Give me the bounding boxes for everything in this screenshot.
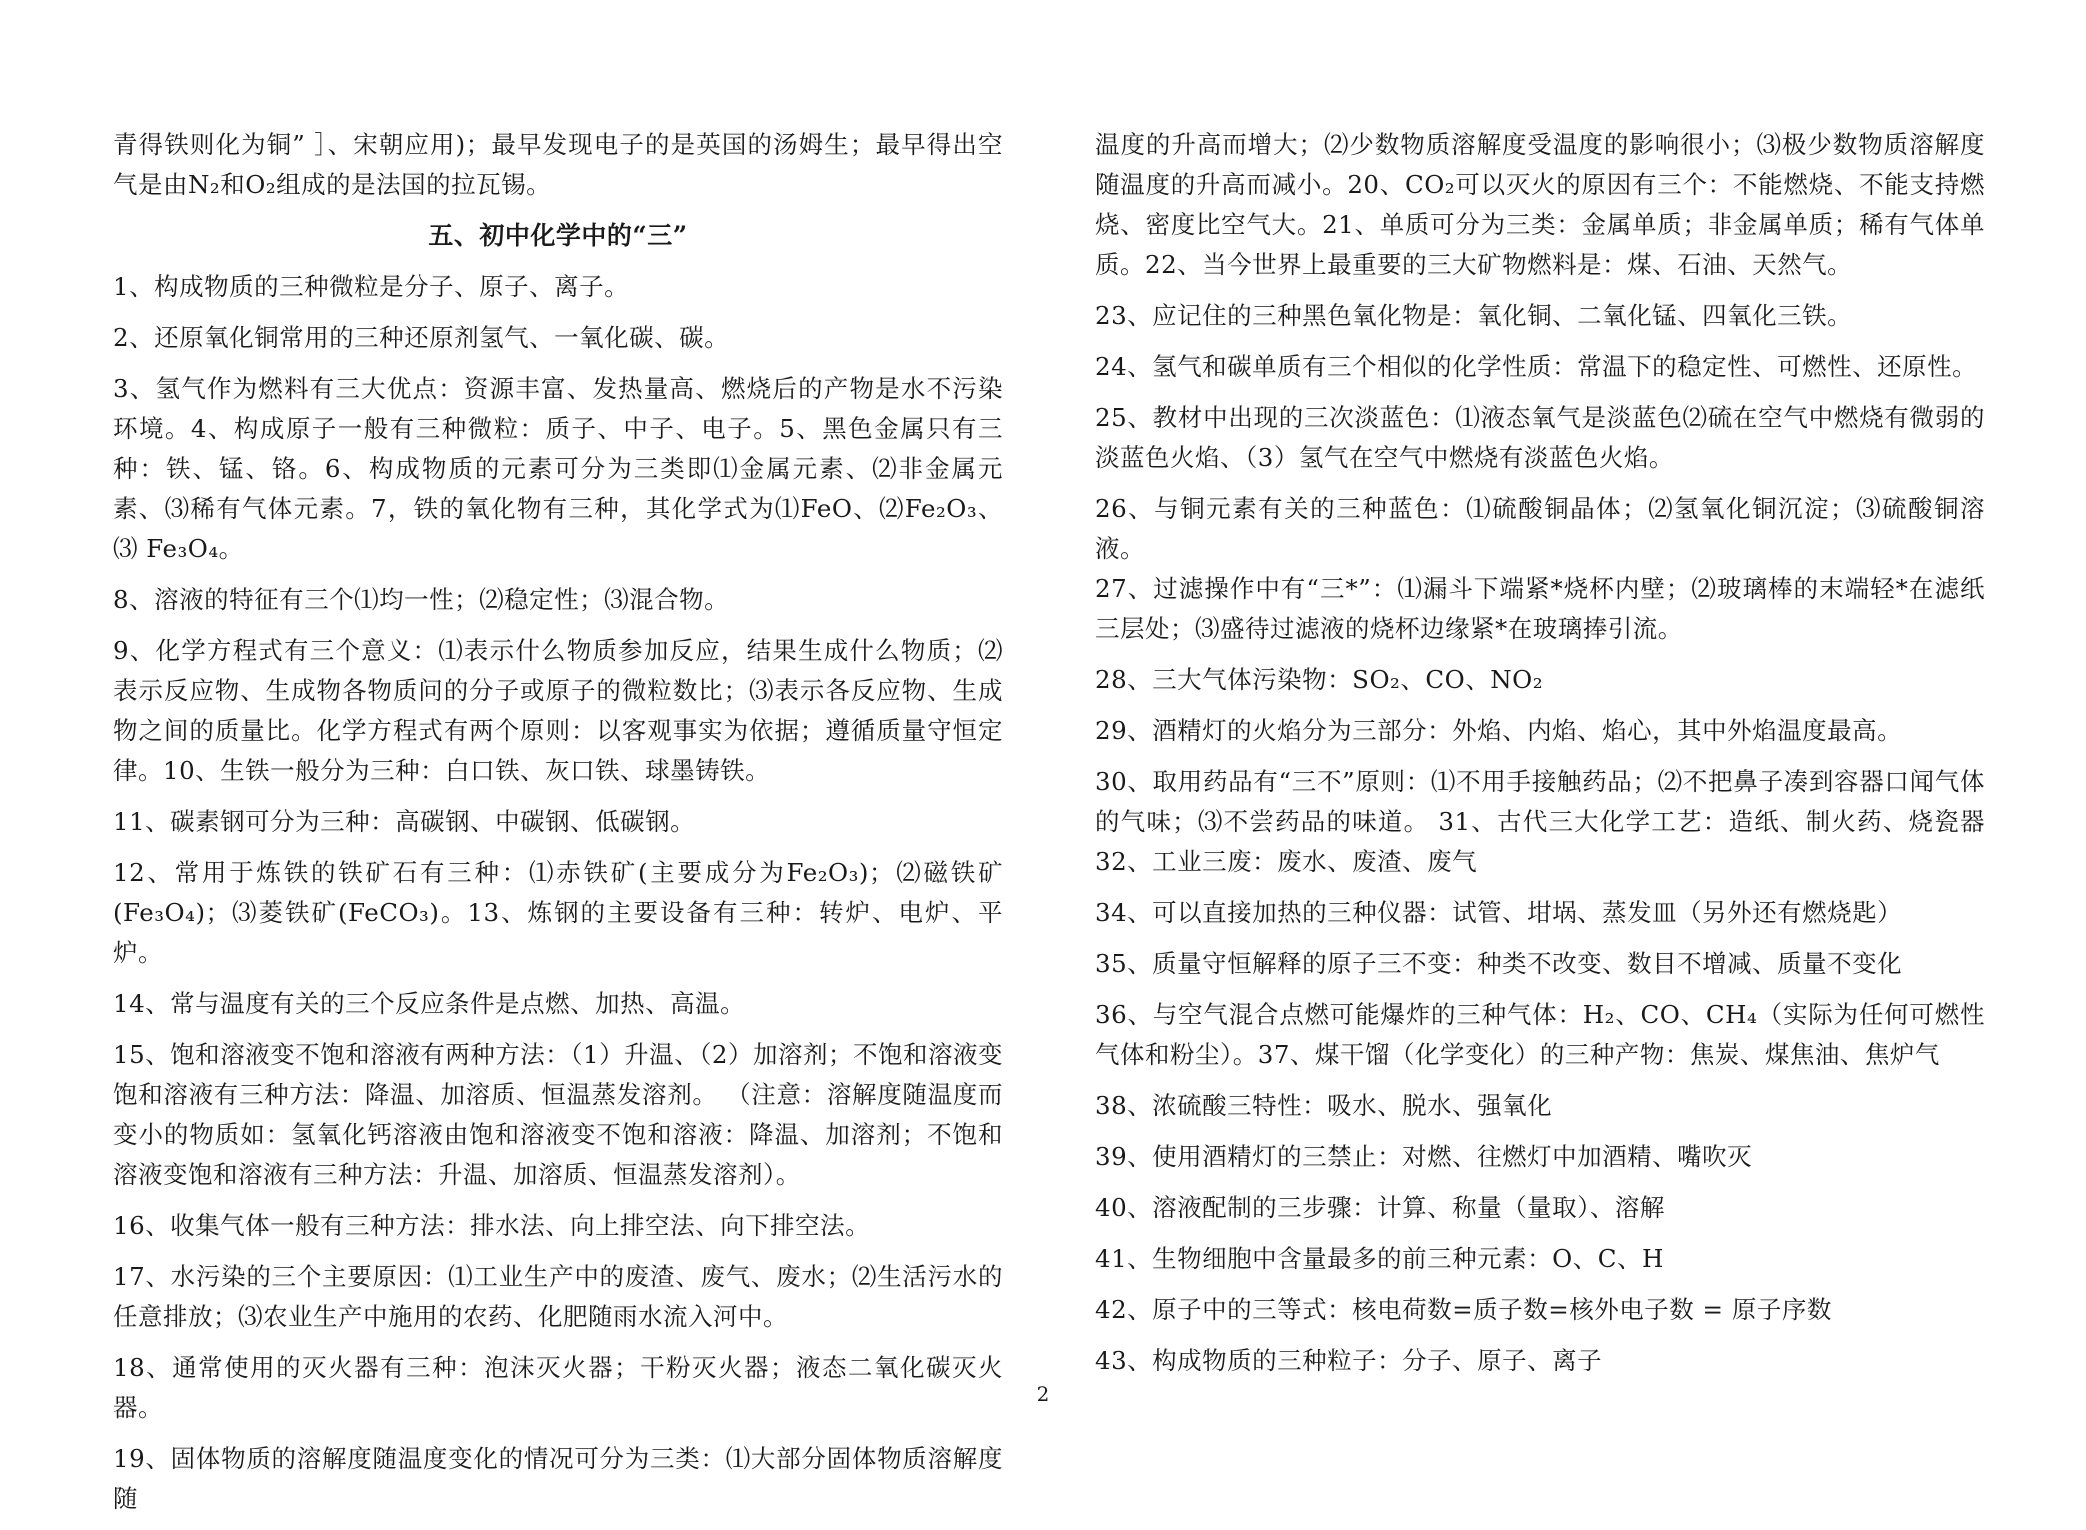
text-paragraph: 25、教材中出现的三次淡蓝色：⑴液态氧气是淡蓝色⑵硫在空气中燃烧有微弱的淡蓝色火焰、（3）氢气在空气中燃烧有淡蓝色火焰。 bbox=[1095, 403, 1985, 472]
left-column bbox=[113, 125, 1003, 1530]
text-paragraph: 14、常与温度有关的三个反应条件是点燃、加热、高温。 bbox=[113, 989, 746, 1018]
text-paragraph: 15、饱和溶液变不饱和溶液有两种方法：（1）升温、（2）加溶剂；不饱和溶液变饱和溶液有三种方法：降温、加溶质、恒温蒸发溶剂。 （注意：溶解度随温度而变小的物质如：氢氧化钙溶液由饱和溶液变不饱和溶液：降温、加溶剂；不饱和溶液变饱和溶液有三种方法：升温、加溶质、恒温蒸发溶剂）。 bbox=[113, 1040, 1003, 1189]
text-paragraph: 30、取用药品有“三不”原则：⑴不用手接触药品；⑵不把鼻子凑到容器口闻气体的气味；⑶不尝药品的味道。 31、古代三大化学工艺：造纸、制火药、烧瓷器 32、工业三废：废水、废渣、废气 bbox=[1095, 767, 1985, 876]
text-paragraph: 24、氢气和碳单质有三个相似的化学性质：常温下的稳定性、可燃性、还原性。 bbox=[1095, 352, 1978, 381]
text-paragraph: 18、通常使用的灭火器有三种：泡沫灭火器；干粉灭火器；液态二氧化碳灭火器。 bbox=[113, 1353, 1003, 1422]
text-paragraph: 39、使用酒精灯的三禁止：对燃、往燃灯中加酒精、嘴吹灭 bbox=[1095, 1142, 1753, 1171]
text-paragraph: 34、可以直接加热的三种仪器：试管、坩埚、蒸发皿（另外还有燃烧匙） bbox=[1095, 898, 1903, 927]
text-paragraph: 28、三大气体污染物：SO₂、CO、NO₂ bbox=[1095, 665, 1544, 694]
text-paragraph: 11、碳素钢可分为三种：高碳钢、中碳钢、低碳钢。 bbox=[113, 807, 696, 836]
text-paragraph: 27、过滤操作中有“三*”：⑴漏斗下端紧*烧杯内壁；⑵玻璃棒的末端轻*在滤纸三层处；⑶盛待过滤液的烧杯边缘紧*在玻璃捧引流。 bbox=[1095, 574, 1985, 643]
text-paragraph: 3、氢气作为燃料有三大优点：资源丰富、发热量高、燃烧后的产物是水不污染环境。4、构成原子一般有三种微粒：质子、中子、电子。5、黑色金属只有三种：铁、锰、铬。6、构成物质的元素可分为三类即⑴金属元素、⑵非金属元素、⑶稀有气体元素。7，铁的氧化物有三种，其化学式为⑴FeO、⑵Fe₂O₃、⑶ Fe₃O₄。 bbox=[113, 374, 1003, 563]
text-paragraph: 29、酒精灯的火焰分为三部分：外焰、内焰、焰心，其中外焰温度最高。 bbox=[1095, 716, 1903, 745]
text-paragraph: 1、构成物质的三种微粒是分子、原子、离子。 bbox=[113, 272, 630, 301]
text-paragraph: 42、原子中的三等式：核电荷数=质子数=核外电子数 = 原子序数 bbox=[1095, 1295, 1832, 1324]
text-paragraph: 40、溶液配制的三步骤：计算、称量（量取）、溶解 bbox=[1095, 1193, 1665, 1222]
text-paragraph: 35、质量守恒解释的原子三不变：种类不改变、数目不增减、质量不变化 bbox=[1095, 949, 1903, 978]
text-paragraph: 17、水污染的三个主要原因：⑴工业生产中的废渣、废气、废水；⑵生活污水的任意排放；⑶农业生产中施用的农药、化肥随雨水流入河中。 bbox=[113, 1262, 1003, 1331]
text-paragraph: 23、应记住的三种黑色氧化物是：氧化铜、二氧化锰、四氧化三铁。 bbox=[1095, 301, 1853, 330]
text-paragraph: 41、生物细胞中含量最多的前三种元素：O、C、H bbox=[1095, 1244, 1664, 1273]
text-paragraph: 青得铁则化为铜” ］、宋朝应用)；最早发现电子的是英国的汤姆生；最早得出空气是由N₂和O₂组成的是法国的拉瓦锡。 bbox=[113, 130, 1003, 199]
text-paragraph: 36、与空气混合点燃可能爆炸的三种气体：H₂、CO、CH₄（实际为任何可燃性气体和粉尘）。37、煤干馏（化学变化）的三种产物：焦炭、煤焦油、焦炉气 bbox=[1095, 1000, 1985, 1069]
text-paragraph: 8、溶液的特征有三个⑴均一性；⑵稳定性；⑶混合物。 bbox=[113, 585, 730, 614]
text-paragraph: 12、常用于炼铁的铁矿石有三种：⑴赤铁矿(主要成分为Fe₂O₃)；⑵磁铁矿(Fe₃O₄)；⑶菱铁矿(FeCO₃)。13、炼钢的主要设备有三种：转炉、电炉、平炉。 bbox=[113, 858, 1003, 967]
section-heading: 五、初中化学中的“三” bbox=[428, 221, 688, 250]
page-number: 2 bbox=[1036, 1382, 1050, 1406]
right-column bbox=[1095, 125, 1985, 1392]
text-paragraph: 38、浓硫酸三特性：吸水、脱水、强氧化 bbox=[1095, 1091, 1553, 1120]
text-paragraph: 2、还原氧化铜常用的三种还原剂氢气、一氧化碳、碳。 bbox=[113, 323, 730, 352]
text-paragraph: 43、构成物质的三种粒子：分子、原子、离子 bbox=[1095, 1346, 1603, 1375]
text-paragraph: 19、固体物质的溶解度随温度变化的情况可分为三类：⑴大部分固体物质溶解度随 bbox=[113, 1444, 1003, 1513]
text-paragraph: 9、化学方程式有三个意义：⑴表示什么物质参加反应，结果生成什么物质；⑵表示反应物、生成物各物质问的分子或原子的微粒数比；⑶表示各反应物、生成物之间的质量比。化学方程式有两个原则：以客观事实为依据；遵循质量守恒定律。10、生铁一般分为三种：白口铁、灰口铁、球墨铸铁。 bbox=[113, 636, 1003, 785]
text-paragraph: 16、收集气体一般有三种方法：排水法、向上排空法、向下排空法。 bbox=[113, 1211, 871, 1240]
text-paragraph: 温度的升高而增大；⑵少数物质溶解度受温度的影响很小；⑶极少数物质溶解度随温度的升高而减小。20、CO₂可以灭火的原因有三个：不能燃烧、不能支持燃烧、密度比空气大。21、单质可分为三类：金属单质；非金属单质；稀有气体单质。22、当今世界上最重要的三大矿物燃料是：煤、石油、天然气。 bbox=[1095, 130, 1985, 279]
text-paragraph: 26、与铜元素有关的三种蓝色：⑴硫酸铜晶体；⑵氢氧化铜沉淀；⑶硫酸铜溶液。 bbox=[1095, 494, 1985, 563]
